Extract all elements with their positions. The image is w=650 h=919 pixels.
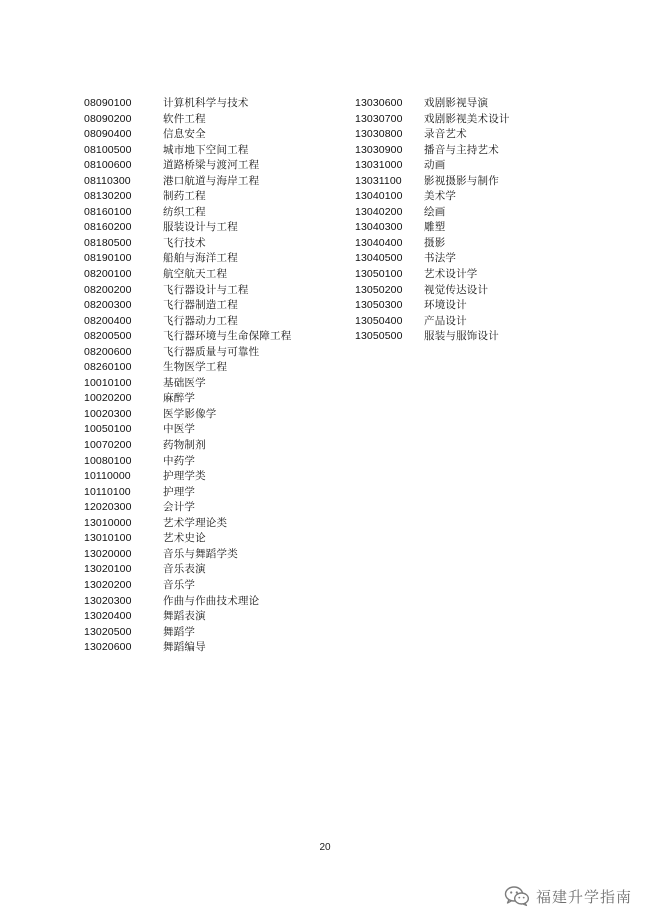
major-code: 08200400: [84, 314, 132, 327]
major-row: [355, 143, 585, 159]
major-code: 08160100: [84, 205, 132, 218]
major-code: 10110000: [84, 470, 131, 483]
major-name: 中药学: [163, 454, 196, 467]
major-code: 13050500: [355, 330, 403, 343]
major-row: [84, 376, 344, 392]
major-row: [84, 407, 344, 423]
major-name: 港口航道与海岸工程: [163, 174, 260, 187]
major-code: 13020100: [84, 563, 132, 576]
major-row: [355, 283, 585, 299]
major-row: [84, 500, 344, 516]
major-row: [355, 158, 585, 174]
major-name: 信息安全: [163, 128, 206, 141]
major-code: 08100600: [84, 159, 132, 172]
major-row: [84, 314, 344, 330]
major-row: [355, 267, 585, 283]
major-row: [84, 251, 344, 267]
major-row: [84, 360, 344, 376]
major-row: [84, 625, 344, 641]
major-code: 13010100: [84, 532, 132, 545]
major-row: [355, 189, 585, 205]
major-row: [84, 547, 344, 563]
major-code: 10020200: [84, 392, 132, 405]
major-name: 艺术史论: [163, 532, 206, 545]
major-code: 13050200: [355, 283, 403, 296]
major-name: 护理学: [163, 485, 196, 498]
major-code: 13030700: [355, 112, 403, 125]
major-code: 10110100: [84, 485, 131, 498]
major-name: 航空航天工程: [163, 268, 228, 281]
major-name: 医学影像学: [163, 407, 217, 420]
major-row: [84, 283, 344, 299]
major-code: 08200200: [84, 283, 132, 296]
major-name: 飞行器制造工程: [163, 299, 238, 312]
major-row: [84, 158, 344, 174]
major-list-right: [355, 96, 585, 345]
major-code: 13010000: [84, 516, 132, 529]
major-name: 舞蹈编导: [163, 641, 206, 654]
major-code: 10010100: [84, 376, 132, 389]
major-row: [84, 220, 344, 236]
major-row: [355, 205, 585, 221]
major-name: 音乐表演: [163, 563, 206, 576]
major-code: 08180500: [84, 236, 132, 249]
major-row: [84, 578, 344, 594]
major-row: [355, 314, 585, 330]
major-name: 播音与主持艺术: [424, 143, 499, 156]
major-name: 飞行器动力工程: [163, 314, 238, 327]
major-row: [84, 469, 344, 485]
major-row: [84, 189, 344, 205]
major-row: [355, 96, 585, 112]
major-name: 麻醉学: [163, 392, 196, 405]
major-name: 作曲与作曲技术理论: [163, 594, 260, 607]
major-name: 音乐与舞蹈学类: [163, 547, 238, 560]
major-row: [355, 251, 585, 267]
major-name: 服装与服饰设计: [424, 330, 499, 343]
major-name: 飞行技术: [163, 236, 206, 249]
major-name: 城市地下空间工程: [163, 143, 249, 156]
major-code: 08110300: [84, 174, 131, 187]
major-row: [355, 220, 585, 236]
major-name: 基础医学: [163, 376, 206, 389]
major-name: 飞行器设计与工程: [163, 283, 249, 296]
major-row: [84, 562, 344, 578]
page-number: 20: [319, 842, 331, 853]
major-code: 13020300: [84, 594, 132, 607]
major-row: [355, 236, 585, 252]
major-code: 08090100: [84, 97, 132, 109]
major-code: 08200500: [84, 330, 132, 343]
major-row: [84, 267, 344, 283]
major-code: 13050400: [355, 314, 403, 327]
major-code: 08130200: [84, 190, 132, 203]
major-name: 服装设计与工程: [163, 221, 238, 234]
major-row: [84, 298, 344, 314]
major-row: [84, 112, 344, 128]
major-code: 08190100: [84, 252, 132, 265]
major-row: [355, 298, 585, 314]
major-name: 视觉传达设计: [424, 283, 489, 296]
major-name: 舞蹈学: [163, 625, 196, 638]
major-code: 13040400: [355, 236, 403, 249]
major-code: 13020400: [84, 610, 132, 623]
major-name: 药物制剂: [163, 439, 206, 452]
major-row: [84, 127, 344, 143]
major-name: 环境设计: [424, 299, 467, 312]
major-name: 制药工程: [163, 190, 206, 203]
major-name: 船舶与海洋工程: [163, 252, 238, 265]
major-row: [84, 96, 344, 112]
major-name: 美术学: [424, 190, 457, 203]
major-code: 13040200: [355, 205, 403, 218]
major-code: 13030600: [355, 97, 403, 109]
major-name: 产品设计: [424, 314, 467, 327]
major-name: 软件工程: [163, 112, 206, 125]
major-code: 13040100: [355, 190, 403, 203]
major-name: 雕塑: [424, 221, 446, 234]
major-code: 13031100: [355, 174, 402, 187]
major-code: 08200300: [84, 299, 132, 312]
major-row: [84, 438, 344, 454]
major-row: [84, 454, 344, 470]
major-row: [84, 485, 344, 501]
major-row: [355, 112, 585, 128]
major-row: [355, 174, 585, 190]
major-row: [355, 329, 585, 345]
major-row: [84, 422, 344, 438]
major-name: 绘画: [424, 205, 446, 218]
major-code: 13040300: [355, 221, 403, 234]
major-name: 戏剧影视导演: [424, 97, 489, 109]
major-code: 13030800: [355, 128, 403, 141]
major-row: [84, 345, 344, 361]
major-row: [84, 640, 344, 656]
major-name: 计算机科学与技术: [163, 97, 249, 109]
major-code: 10080100: [84, 454, 132, 467]
major-code: 13020500: [84, 625, 132, 638]
major-list-left: [84, 96, 344, 656]
major-row: [84, 531, 344, 547]
major-code: 13050100: [355, 268, 403, 281]
major-code: 08200600: [84, 345, 132, 358]
major-code: 08090200: [84, 112, 132, 125]
major-row: [84, 594, 344, 610]
major-code: 13050300: [355, 299, 403, 312]
major-name: 音乐学: [163, 578, 196, 591]
major-name: 录音艺术: [424, 128, 467, 141]
major-name: 艺术设计学: [424, 268, 478, 281]
major-name: 影视摄影与制作: [424, 174, 499, 187]
major-code: 10070200: [84, 439, 132, 452]
major-row: [84, 174, 344, 190]
major-code: 08090400: [84, 128, 132, 141]
major-code: 10050100: [84, 423, 132, 436]
major-code: 08200100: [84, 268, 132, 281]
wechat-icon: [504, 885, 530, 907]
major-name: 飞行器质量与可靠性: [163, 345, 260, 358]
major-code: 13030900: [355, 143, 403, 156]
major-name: 艺术学理论类: [163, 516, 228, 529]
major-name: 舞蹈表演: [163, 610, 206, 623]
major-name: 摄影: [424, 236, 446, 249]
major-code: 08260100: [84, 361, 132, 374]
major-name: 护理学类: [163, 470, 206, 483]
major-code: 13020600: [84, 641, 132, 654]
major-row: [84, 236, 344, 252]
major-code: 10020300: [84, 407, 132, 420]
major-code: 13040500: [355, 252, 403, 265]
major-name: 纺织工程: [163, 205, 206, 218]
major-row: [84, 143, 344, 159]
major-row: [355, 127, 585, 143]
major-row: [84, 609, 344, 625]
major-code: 12020300: [84, 501, 132, 514]
major-name: 会计学: [163, 501, 196, 514]
major-row: [84, 391, 344, 407]
major-code: 08100500: [84, 143, 132, 156]
major-code: 13020200: [84, 578, 132, 591]
major-code: 08160200: [84, 221, 132, 234]
major-name: 戏剧影视美术设计: [424, 112, 510, 125]
major-name: 书法学: [424, 252, 457, 265]
major-name: 中医学: [163, 423, 196, 436]
watermark: [504, 882, 632, 910]
major-row: [84, 516, 344, 532]
major-code: 13031000: [355, 159, 403, 172]
major-row: [84, 205, 344, 221]
major-row: [84, 329, 344, 345]
major-code: 13020000: [84, 547, 132, 560]
major-name: 道路桥梁与渡河工程: [163, 159, 260, 172]
major-name: 生物医学工程: [163, 361, 228, 374]
watermark-text: 福建升学指南: [535, 887, 632, 906]
major-name: 飞行器环境与生命保障工程: [163, 330, 292, 343]
major-name: 动画: [424, 159, 446, 172]
